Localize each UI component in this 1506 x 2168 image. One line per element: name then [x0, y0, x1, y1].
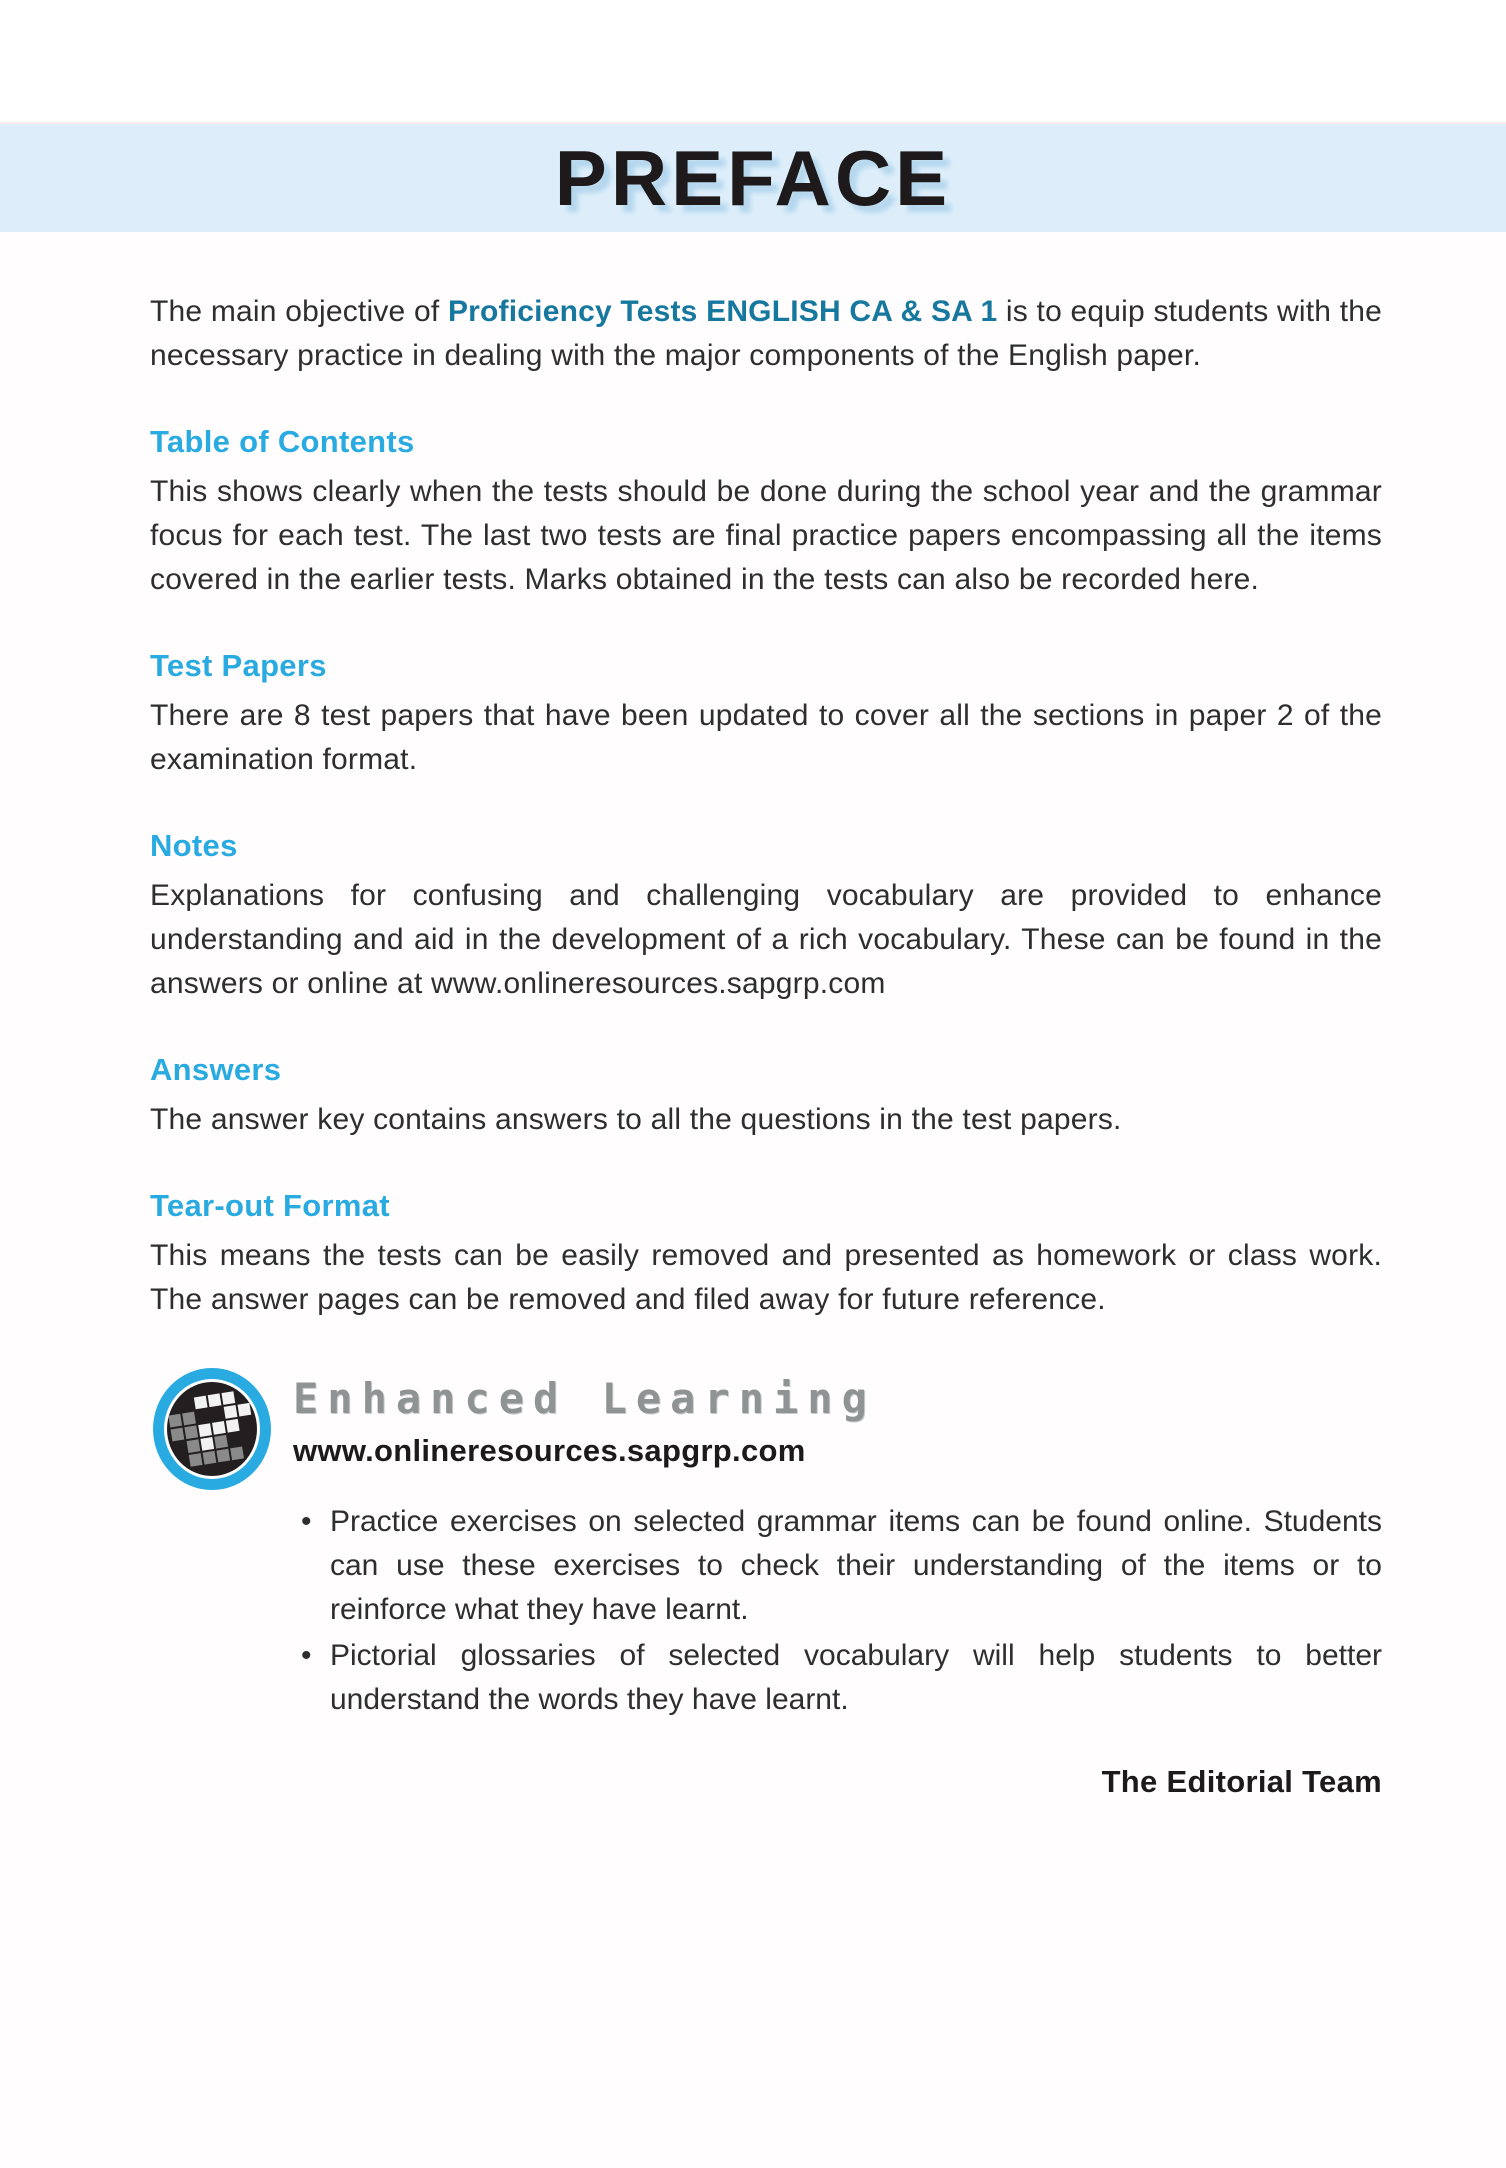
section-body: There are 8 test papers that have been updated to cover all the sections in paper 2 of the examination format. — [150, 699, 1382, 776]
bullet-item: • Pictorial glossaries of selected vocabulary will help students to better understand the words they have learnt. — [293, 1634, 1382, 1722]
pixel-mosaic-pattern — [166, 1389, 258, 1469]
section-body: This means the tests can be easily removed and presented as homework or class work. The answer pages can be removed and filed away for future reference. — [150, 1239, 1382, 1316]
intro-pre: The main objective of — [150, 295, 448, 328]
bullet-item: • Practice exercises on selected grammar items can be found online. Students can use these exercises to check their understanding of the items or to reinforce what they have learnt. — [293, 1500, 1382, 1632]
section-heading: Tear-out Format — [150, 1188, 390, 1223]
enhanced-learning-url: www.onlineresources.sapgrp.com — [293, 1433, 806, 1468]
section-test-papers — [150, 648, 1382, 782]
preface-banner — [0, 122, 1506, 232]
section-body: The answer key contains answers to all the questions in the test papers. — [150, 1103, 1122, 1136]
section-heading: Test Papers — [150, 648, 327, 683]
section-heading: Table of Contents — [150, 424, 415, 459]
enhanced-learning-block — [150, 1368, 1382, 1722]
enhanced-learning-bullet-list — [293, 1500, 1382, 1722]
intro-book-title: Proficiency Tests ENGLISH CA & SA 1 — [447, 295, 998, 328]
page-title: PREFACE — [554, 134, 952, 222]
section-body: This shows clearly when the tests should be done during the school year and the grammar focus for each test. The last two tests are final practice papers encompassing all the items covered in the earlier tests. Marks obtained in the tests can also be recorded here. — [150, 475, 1382, 596]
section-heading: Notes — [150, 828, 238, 863]
page-content — [0, 290, 1506, 1800]
enhanced-learning-title: Enhanced Learning — [293, 1374, 876, 1423]
enhanced-learning-header — [150, 1368, 1382, 1490]
intro-paragraph — [150, 290, 1382, 378]
enhanced-learning-logo-icon — [153, 1368, 271, 1490]
editorial-team-signature: The Editorial Team — [1101, 1764, 1382, 1799]
section-table-of-contents — [150, 424, 1382, 602]
section-body: Explanations for confusing and challenging vocabulary are provided to enhance understanding and aid in the development of a rich vocabulary. These can be found in the answers or online at www.onlineresources.sapgrp.com — [150, 879, 1382, 1000]
section-heading: Answers — [150, 1052, 282, 1087]
preface-page — [0, 122, 1506, 2168]
pixel-mosaic-icon — [164, 1379, 260, 1479]
enhanced-learning-texts — [293, 1368, 876, 1469]
section-notes — [150, 828, 1382, 1006]
section-answers — [150, 1052, 1382, 1142]
intro-post: is to equip students with the necessary practice in dealing with the major components of the English paper. — [150, 295, 1383, 372]
section-tear-out-format — [150, 1188, 1382, 1322]
